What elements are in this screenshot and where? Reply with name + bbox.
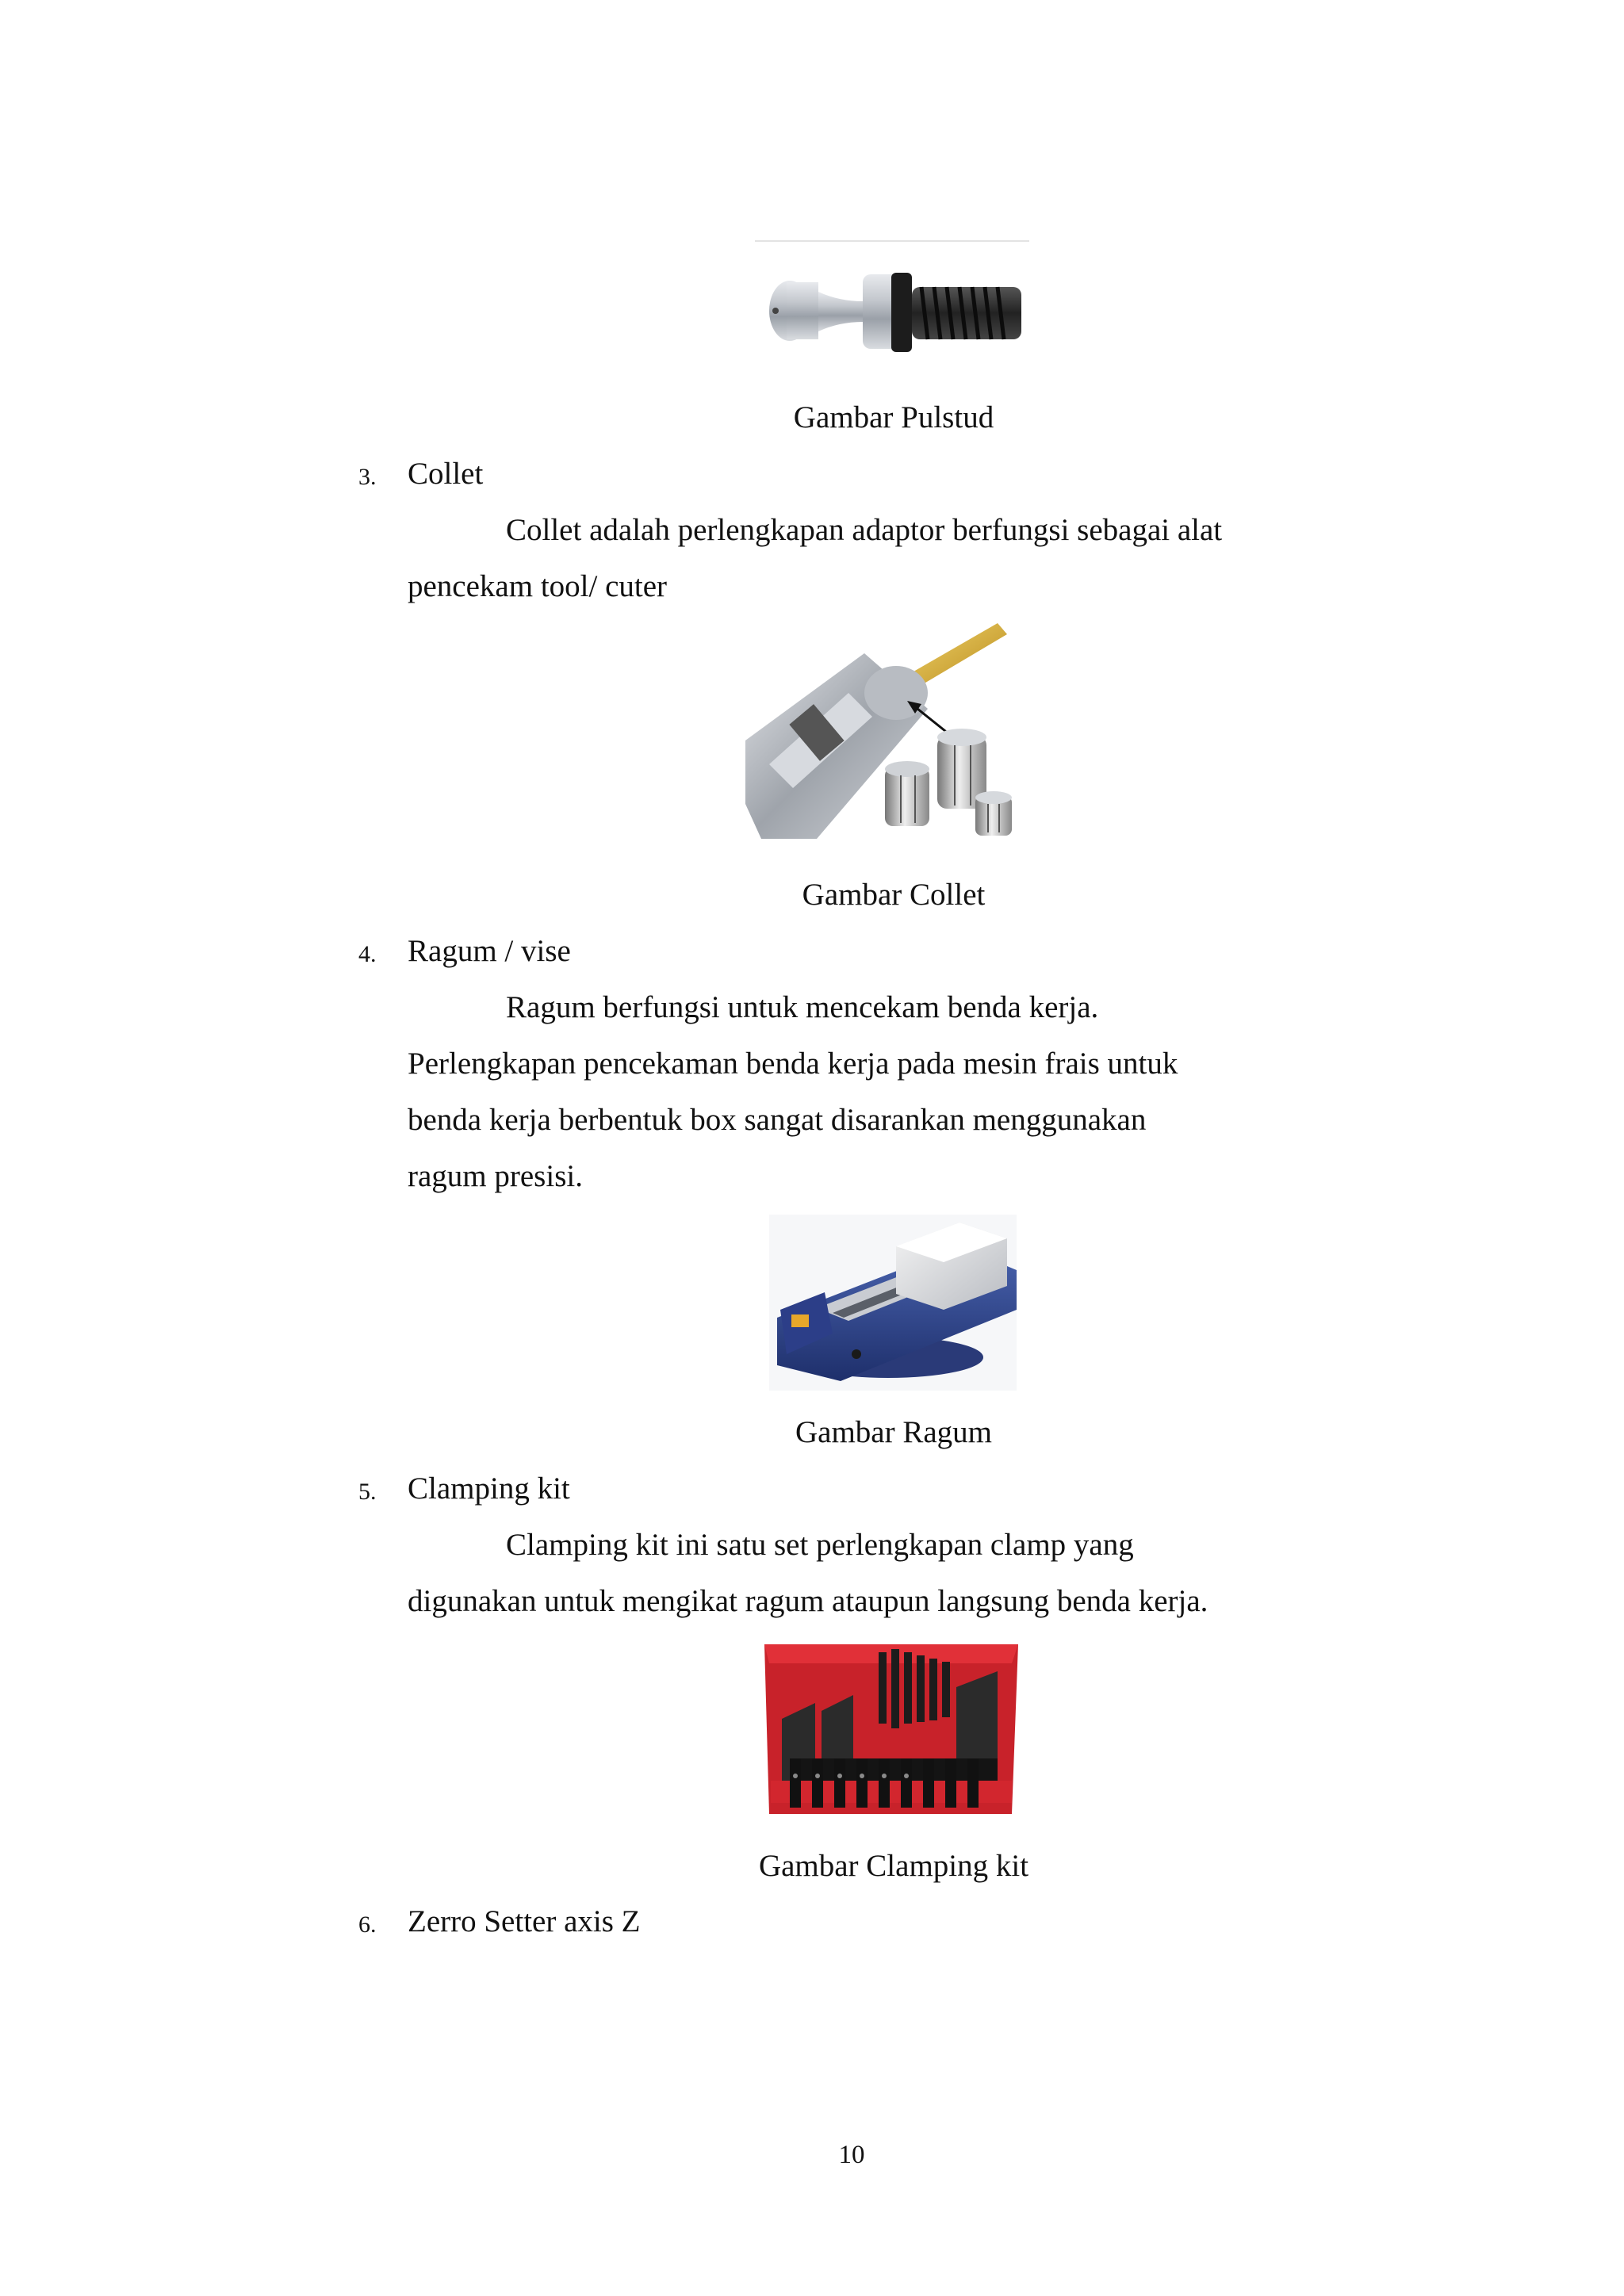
list-number: 3. [358,464,377,490]
paragraph-line: benda kerja berbentuk box sangat disarankan menggunakan [408,1103,1147,1137]
list-number: 5. [358,1479,377,1505]
paragraph-line: digunakan untuk mengikat ragum ataupun langsung benda kerja. [408,1584,1208,1618]
paragraph-line: Ragum berfungsi untuk mencekam benda kerja. [506,990,1099,1024]
list-item-title: Zerro Setter axis Z [408,1904,641,1938]
paragraph-line: Clamping kit ini satu set perlengkapan clamp yang [506,1528,1134,1562]
collet-image [745,622,1028,839]
list-item-title: Ragum / vise [408,934,571,968]
paragraph-line: Collet adalah perlengkapan adaptor berfungsi sebagai alat [506,513,1223,547]
pulstud-caption: Gambar Pulstud [793,400,994,434]
clamping-kit-caption: Gambar Clamping kit [758,1849,1029,1883]
list-item-title: Collet [408,457,484,491]
list-item-title: Clamping kit [408,1471,570,1506]
list-number: 6. [358,1911,377,1938]
ragum-caption: Gambar Ragum [795,1415,992,1449]
paragraph-line: pencekam tool/ cuter [408,569,668,603]
ragum-image [769,1215,1017,1391]
paragraph-line: Perlengkapan pencekaman benda kerja pada mesin frais untuk [408,1047,1178,1081]
clamping-kit-image [760,1640,1023,1830]
collet-caption: Gambar Collet [802,878,986,912]
list-number: 4. [358,941,377,967]
paragraph-line: ragum presisi. [408,1159,583,1193]
page-number: 10 [838,2141,865,2169]
pulstud-image [752,238,1031,381]
